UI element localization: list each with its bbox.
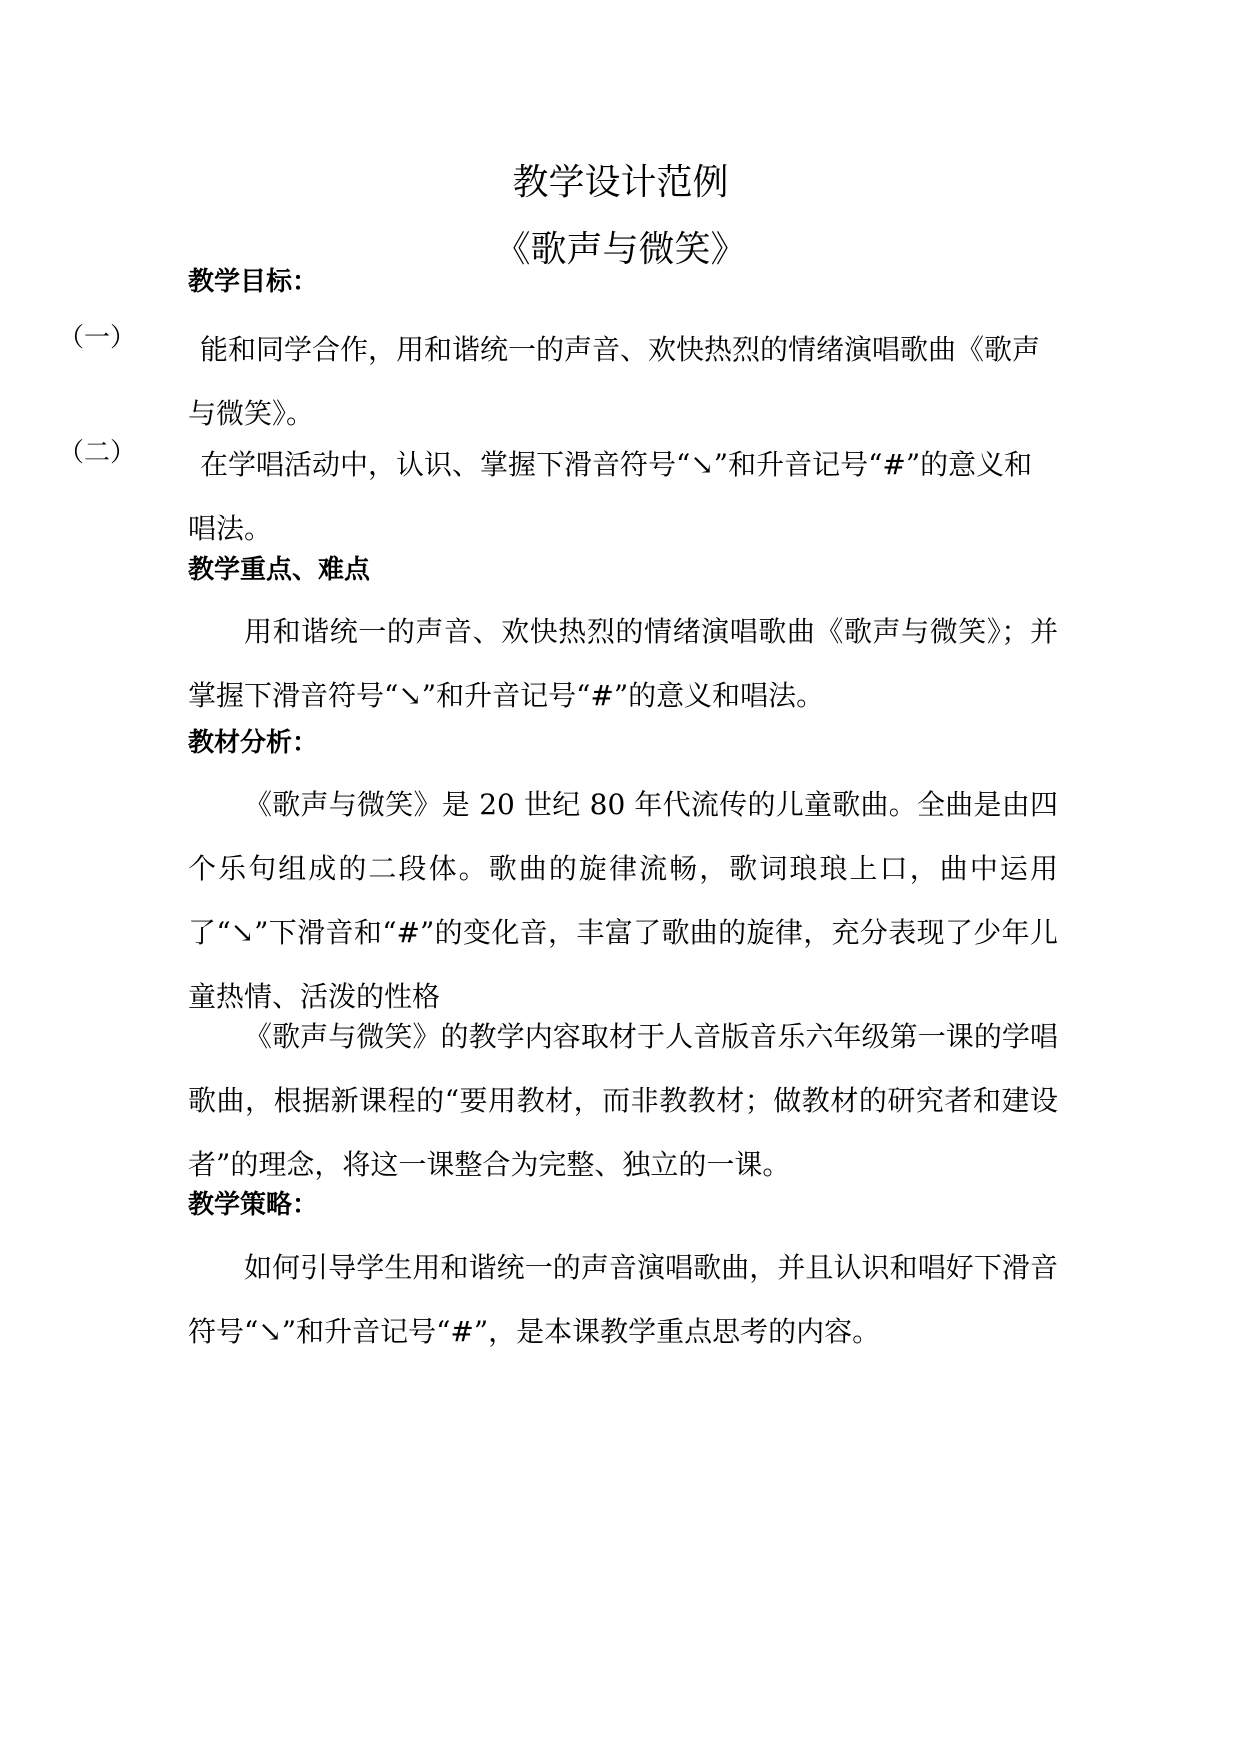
objective-marker-1: （一）: [58, 323, 137, 353]
objectives-heading: 教学目标：: [188, 267, 319, 297]
document-title: 教学设计范例: [512, 162, 729, 203]
objective-text-2: 在学唱活动中，认识、掌握下滑音符号“↘”和升音记号“#”的意义和唱法。: [188, 448, 1033, 545]
key-points-paragraph: 用和谐统一的声音、欢快热烈的情绪演唱歌曲《歌声与微笑》；并掌握下滑音符号“↘”和升音记号“#”的意义和唱法。: [188, 615, 1058, 712]
strategy-paragraph: 如何引导学生用和谐统一的声音演唱歌曲，并且认识和唱好下滑音符号“↘”和升音记号“#”，是本课教学重点思考的内容。: [188, 1251, 1058, 1348]
material-analysis-paragraph-1: 《歌声与微笑》是 20 世纪 80 年代流传的儿童歌曲。全曲是由四个乐句组成的二段体。歌曲的旋律流畅，歌词琅琅上口，曲中运用了“↘”下滑音和“#”的变化音，丰富了歌曲的旋律，充分表现了少年儿童热情、活泼的性格: [188, 788, 1058, 1013]
objective-marker-2: （二）: [58, 438, 137, 468]
material-analysis-heading: 教材分析：: [188, 728, 319, 758]
objective-text-1: 能和同学合作，用和谐统一的声音、欢快热烈的情绪演唱歌曲《歌声与微笑》。: [188, 333, 1041, 430]
document-subtitle: 《歌声与微笑》: [494, 229, 747, 270]
strategy-heading: 教学策略：: [188, 1190, 319, 1220]
material-analysis-paragraph-2: 《歌声与微笑》的教学内容取材于人音版音乐六年级第一课的学唱歌曲，根据新课程的“要用教材，而非教教材；做教材的研究者和建设者”的理念，将这一课整合为完整、独立的一课。: [188, 1020, 1058, 1181]
key-points-heading: 教学重点、难点: [188, 555, 371, 585]
